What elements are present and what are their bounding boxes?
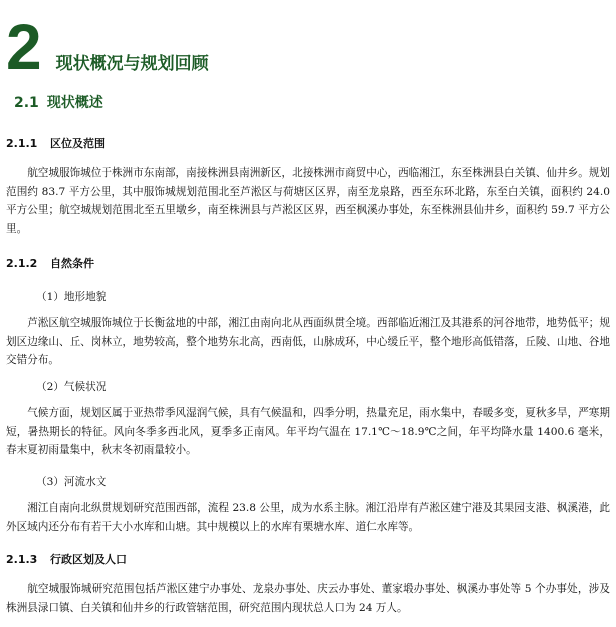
paragraph-terrain: 芦淞区航空城服饰城位于长衡盆地的中部，湘江由南向北从西面纵贯全境。西部临近湘江及其港系的河谷地带，地势低平；规划区边缘山、丘、岗林立，地势较高，整个地势东北高，西南低，山脉成环，中心缓丘平，整个地形高低错落，丘陵、山地、谷地交错分布。 (6, 317, 610, 366)
paragraph-climate: 气候方面，规划区属于亚热带季风湿润气候，具有气候温和，四季分明，热量充足，雨水集中，春暖多变，夏秋多旱，严寒期短，暑热期长的特征。风向冬季多西北风，夏季多正南风。年平均气温在 17.1℃～18.9℃之间，年平均降水量 1400.6 毫米，春末夏初雨量集中，秋末冬初雨量较小。 (6, 407, 610, 456)
subsection-title: 区位及范围 (50, 137, 105, 150)
subsection-heading-administration (6, 551, 127, 567)
subsection-number: 2.1.1 (6, 137, 38, 150)
subsection-title: 行政区划及人口 (50, 553, 127, 566)
chapter-heading (6, 8, 209, 83)
paragraph-hydrology: 湘江自南向北纵贯规划研究范围西部，流程 23.8 公里，成为水系主脉。湘江沿岸有芦淞区建宁港及其果园支港、枫溪港，此外区域内还分布有若干大小水库和山塘。其中规模以上的水库有栗塘水库、道仁水库等。 (6, 502, 610, 533)
subsection-title: 自然条件 (50, 257, 94, 270)
subsection-number: 2.1.3 (6, 553, 38, 566)
section-number: 2.1 (14, 95, 39, 111)
section-title: 现状概述 (46, 95, 103, 111)
item-heading-climate: （2）气候状况 (36, 381, 107, 393)
item-heading-terrain: （1）地形地貌 (36, 291, 107, 303)
item-heading-hydrology: （3）河流水文 (36, 476, 107, 488)
chapter-title: 现状概况与规划回顾 (55, 54, 209, 74)
paragraph-administration: 航空城服饰城研究范围包括芦淞区建宁办事处、龙泉办事处、庆云办事处、董家塅办事处、枫溪办事处等 5 个办事处，涉及株洲县渌口镇、白关镇和仙井乡的行政管辖范围，研究范围内现状总人口为 24 万人。 (6, 583, 610, 614)
subsection-number: 2.1.2 (6, 257, 38, 270)
paragraph-location: 航空城服饰城位于株洲市东南部，南接株洲县南洲新区，北接株洲市商贸中心，西临湘江，东至株洲县白关镇、仙井乡。规划范围约 83.7 平方公里，其中服饰城规划范围北至芦淞区与荷塘区区界，南至龙泉路，西至东环北路，东至白关镇，面积约 24.0 平方公里；航空城规划范围北至五里墩乡，南至株洲县与芦淞区区界，西至枫溪办事处，东至株洲县仙井乡，面积约 59.7 平方公里。 (6, 167, 610, 235)
section-heading (14, 92, 103, 112)
subsection-heading-location (6, 135, 105, 151)
chapter-number: 2 (6, 11, 42, 83)
subsection-heading-natural-conditions (6, 255, 94, 271)
